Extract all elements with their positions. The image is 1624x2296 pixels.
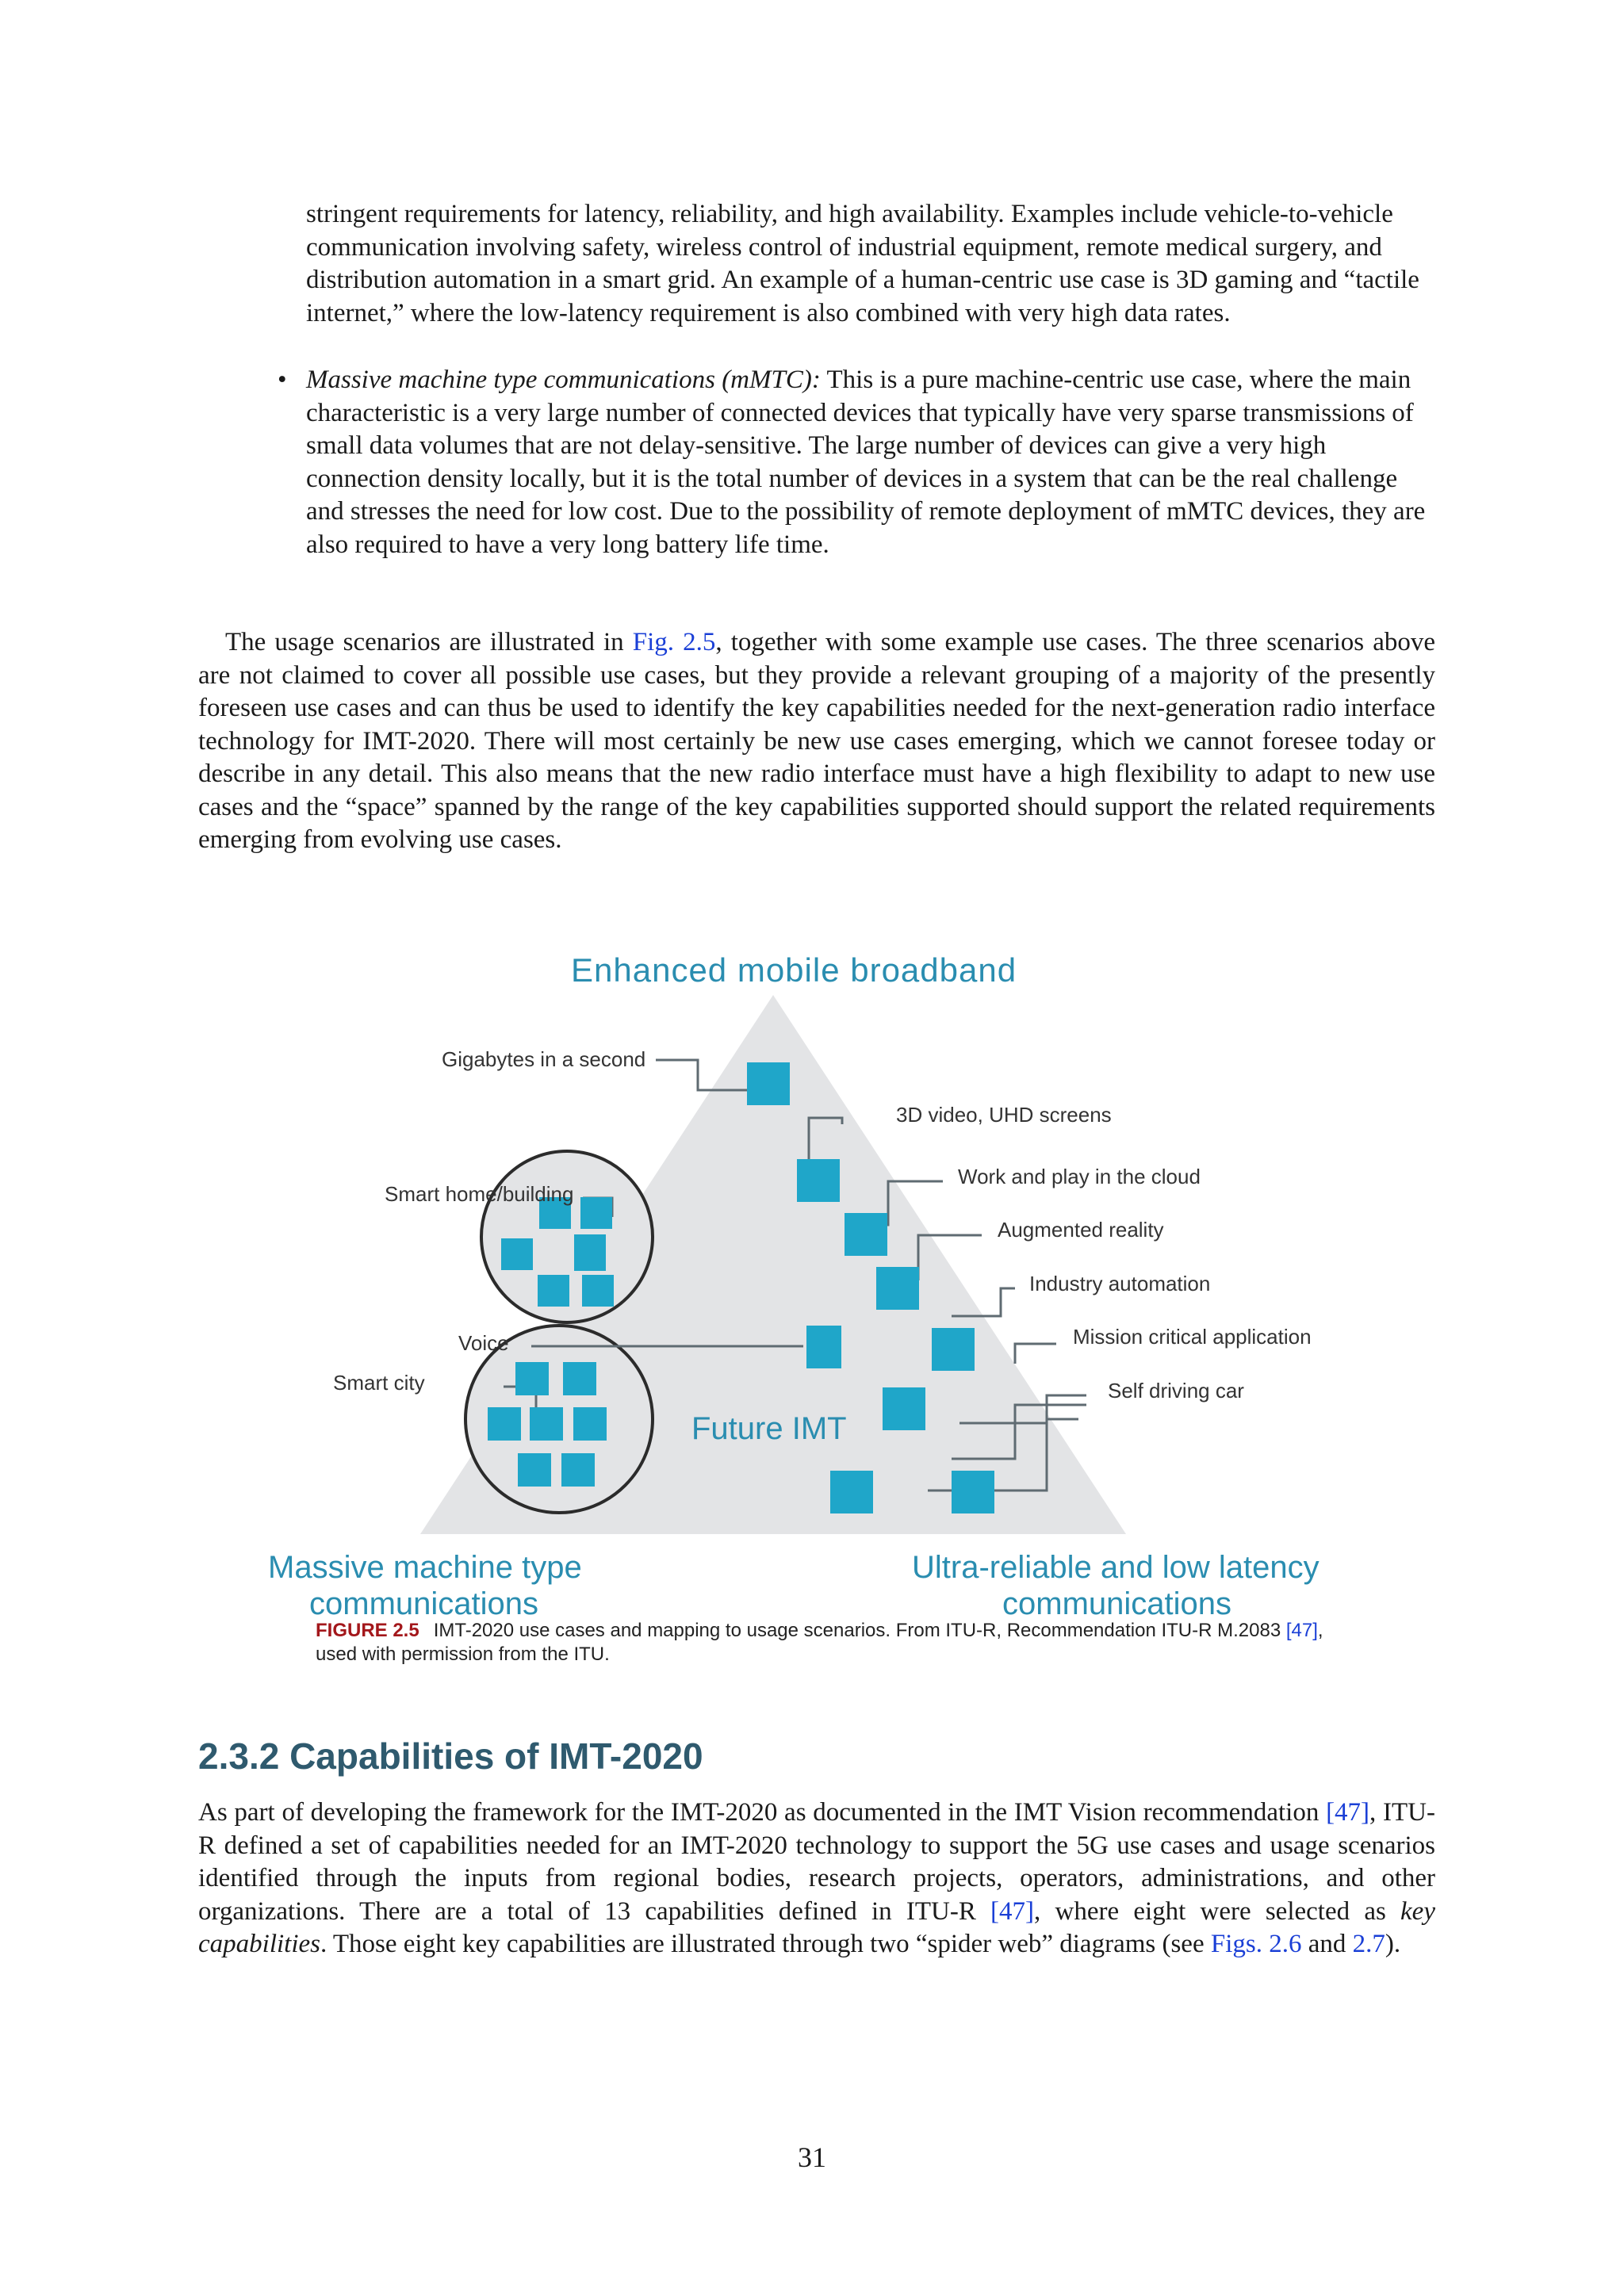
paragraph-capabilities [198,1797,1435,1961]
key-capabilities-emphasis: key capabilities [198,1896,1435,1958]
gigabytes-icon [747,1062,790,1105]
ref-47-link[interactable]: [47] [1285,1620,1318,1641]
self-driving-icon [952,1471,994,1513]
page-number: 31 [798,2141,826,2173]
paragraph-usage-scenarios [198,626,1435,857]
label-urllc-line1: Ultra-reliable and low latency [912,1550,1320,1585]
smart-home-b-icon [538,1275,569,1307]
smart-city-d-icon [530,1407,563,1441]
caption-text-end: , used with permission from the ITU. [316,1620,1323,1665]
label-smarthome: Smart home/building [385,1182,574,1206]
label-ar: Augmented reality [998,1218,1164,1242]
label-mmtc-line2: communications [309,1586,539,1621]
paragraph-text: , where eight were selected as [1034,1896,1401,1926]
label-industry: Industry automation [1029,1272,1211,1295]
video-screen-icon [797,1159,840,1202]
paragraph-text: , together with some example use cases. The three scenarios above are not claimed to cover all possible use cases, but they provide a relevant grouping of a majority of the presently foreseen use cases and can thus be used to identify the key capabilities needed for the next-generation radio interface technology for IMT-2020. There will most certainly be new use cases emerging, which we cannot foresee today or describe in any detail. This also means that the new radio interface must have a high flexibility to adapt to new use cases and the “space” spanned by the range of the key capabilities supported should support the related requirements emerging from evolving use cases. [198,628,1435,854]
label-gigabytes: Gigabytes in a second [442,1047,646,1071]
label-mission: Mission critical application [1073,1325,1312,1349]
figure-2-5 [254,943,1396,1641]
bullet-continuation [306,198,1432,330]
paragraph-text: As part of developing the framework for the IMT-2020 as documented in the IMT Vision recommendation [198,1798,1327,1827]
label-future-imt: Future IMT [691,1411,847,1446]
smart-city-f-icon [518,1453,551,1487]
bullet-mmtc [278,364,1432,561]
section-heading: 2.3.2 Capabilities of IMT-2020 [198,1735,703,1777]
fig-2-7-link[interactable]: 2.7 [1352,1930,1385,1958]
smart-home-phone-icon [574,1234,606,1271]
ref-47-link[interactable]: [47] [990,1896,1035,1926]
label-video: 3D video, UHD screens [896,1103,1112,1127]
imt-triangle-diagram [254,943,1396,1641]
figure-caption [316,1619,1331,1667]
ar-icon [876,1267,919,1310]
paragraph-text: . Those eight key capabilities are illustrated through two “spider web” diagrams (see [320,1930,1211,1958]
paragraph-text: , ITU-R defined a set of capabilities needed for an IMT-2020 technology to support the 5G use cases and usage scenarios identified through the inputs from regional bodies, research projects, operators, administrations, and other organizations. There are a total of 13 capabilities defined in ITU-R [198,1798,1436,1926]
label-voice: Voice [458,1331,509,1355]
label-selfdriving: Self driving car [1108,1379,1244,1402]
label-urllc-line2: communications [1002,1586,1232,1621]
bullet-body: This is a pure machine-centric use case, where the main characteristic is a very large number of connected devices that typically have very sparse transmissions of small data volumes that are not delay-sensitive. The large number of devices can give a very high connection density locally, but it is the total number of devices in a system that can be the real challenge and stresses the need for low cost. Due to the possibility of remote deployment of mMTC devices, they are also required to have a very long battery life time. [306,365,1426,559]
ref-47-link[interactable]: [47] [1326,1798,1370,1827]
smart-city-b-icon [563,1362,596,1395]
smart-city-g-icon [561,1453,595,1487]
mission-critical-icon [883,1387,925,1430]
paragraph-text: ). [1385,1930,1401,1958]
paragraph-text: and [1301,1930,1353,1958]
caption-label: FIGURE 2.5 [316,1620,419,1641]
bullet-marker: • [278,365,287,394]
bullet-title: Massive machine type communications (mMTC): [306,365,821,394]
future-imt-icon [830,1471,873,1513]
cloud-icon [845,1213,887,1256]
fig-2-5-link[interactable]: Fig. 2.5 [632,628,716,656]
smart-home-a-icon [501,1238,533,1270]
smart-city-a-icon [515,1362,549,1395]
label-mmtc-line1: Massive machine type [268,1550,582,1585]
smart-home-doc-icon [580,1197,612,1229]
paragraph-text: The usage scenarios are illustrated in [225,628,633,656]
smart-city-c-icon [488,1407,521,1441]
voice-phone-icon [806,1326,841,1368]
fig-2-6-link[interactable]: Figs. 2.6 [1210,1930,1302,1958]
label-embb: Enhanced mobile broadband [571,951,1017,989]
smart-home-c-icon [582,1275,614,1307]
label-cloud: Work and play in the cloud [958,1165,1201,1188]
caption-text: IMT-2020 use cases and mapping to usage scenarios. From ITU-R, Recommendation ITU-R M.2083 [433,1620,1286,1641]
smart-city-e-icon [573,1407,607,1441]
label-smartcity: Smart city [333,1371,425,1395]
continuation-text: stringent requirements for latency, reliability, and high availability. Examples include vehicle-to-vehicle communication involving safety, wireless control of industrial equipment, remote medical surgery, and distribution automation in a smart grid. An example of a human-centric use case is 3D gaming and “tactile internet,” where the low-latency requirement is also combined with very high data rates. [306,200,1419,327]
industry-icon [932,1328,975,1371]
